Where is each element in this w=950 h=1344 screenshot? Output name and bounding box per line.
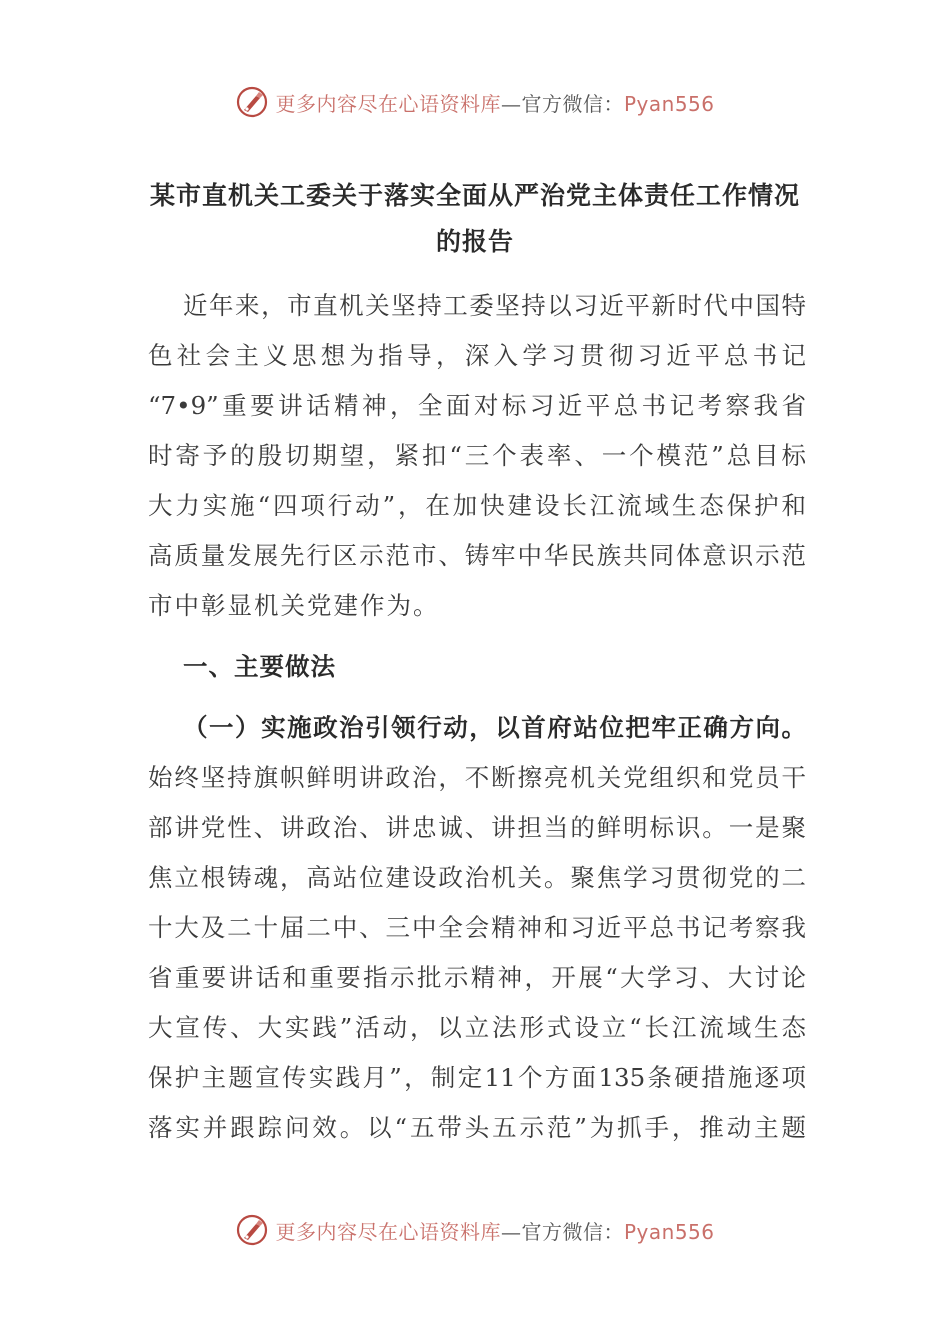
watermark-banner-top: [0, 82, 950, 122]
intro-line: 色社会主义思想为指导，深入学习贯彻习近平总书记: [148, 341, 806, 370]
watermark-separator-text: —官方微信：: [500, 91, 624, 116]
watermark-id-text: Pyan556: [623, 1219, 715, 1244]
body-line: 大宣传、大实践”活动，以立法形式设立“长江流域生态: [148, 1013, 806, 1042]
body-line: 十大及二十届二中、三中全会精神和习近平总书记考察我: [148, 913, 806, 942]
intro-line: 市中彰显机关党建作为。: [148, 591, 440, 620]
title-line-1: 某市直机关工委关于落实全面从严治党主体责任工作情况: [149, 181, 800, 210]
pen-nib-logo-icon: [235, 1213, 269, 1247]
body-line: 部讲党性、讲政治、讲忠诚、讲担当的鲜明标识。一是聚: [148, 813, 806, 842]
body-line: 焦立根铸魂，高站位建设政治机关。聚焦学习贯彻党的二: [148, 863, 806, 892]
intro-line: 近年来，市直机关坚持工委坚持以习近平新时代中国特: [183, 291, 806, 320]
section-heading: 一、主要做法: [183, 652, 336, 681]
watermark-text: [275, 88, 714, 117]
body-line: 省重要讲话和重要指示批示精神，开展“大学习、大讨论: [148, 963, 806, 992]
document-title: [148, 173, 802, 265]
watermark-id-text: Pyan556: [623, 91, 715, 116]
intro-line: 大力实施“四项行动”，在加快建设长江流域生态保护和: [148, 491, 806, 520]
body-line: 保护主题宣传实践月”，制定11个方面135条硬措施逐项: [148, 1063, 806, 1092]
watermark-main-text: 更多内容尽在心语资料库: [275, 1219, 501, 1244]
intro-line: 高质量发展先行区示范市、铸牢中华民族共同体意识示范: [148, 541, 806, 570]
subsection-heading: （一）实施政治引领行动，以首府站位把牢正确方向。: [183, 713, 806, 742]
pen-nib-logo-icon: [235, 85, 269, 119]
intro-line: 时寄予的殷切期望，紧扣“三个表率、一个模范”总目标: [148, 441, 806, 470]
body-line: 始终坚持旗帜鲜明讲政治，不断擦亮机关党组织和党员干: [148, 763, 806, 792]
watermark-main-text: 更多内容尽在心语资料库: [275, 91, 501, 116]
watermark-text: [275, 1216, 714, 1245]
title-line-2: 的报告: [435, 227, 514, 256]
intro-line: “7•9”重要讲话精神，全面对标习近平总书记考察我省: [148, 391, 806, 420]
watermark-banner-bottom: [0, 1210, 950, 1250]
watermark-separator-text: —官方微信：: [500, 1219, 624, 1244]
body-line: 落实并跟踪问效。以“五带头五示范”为抓手，推动主题: [148, 1113, 806, 1142]
